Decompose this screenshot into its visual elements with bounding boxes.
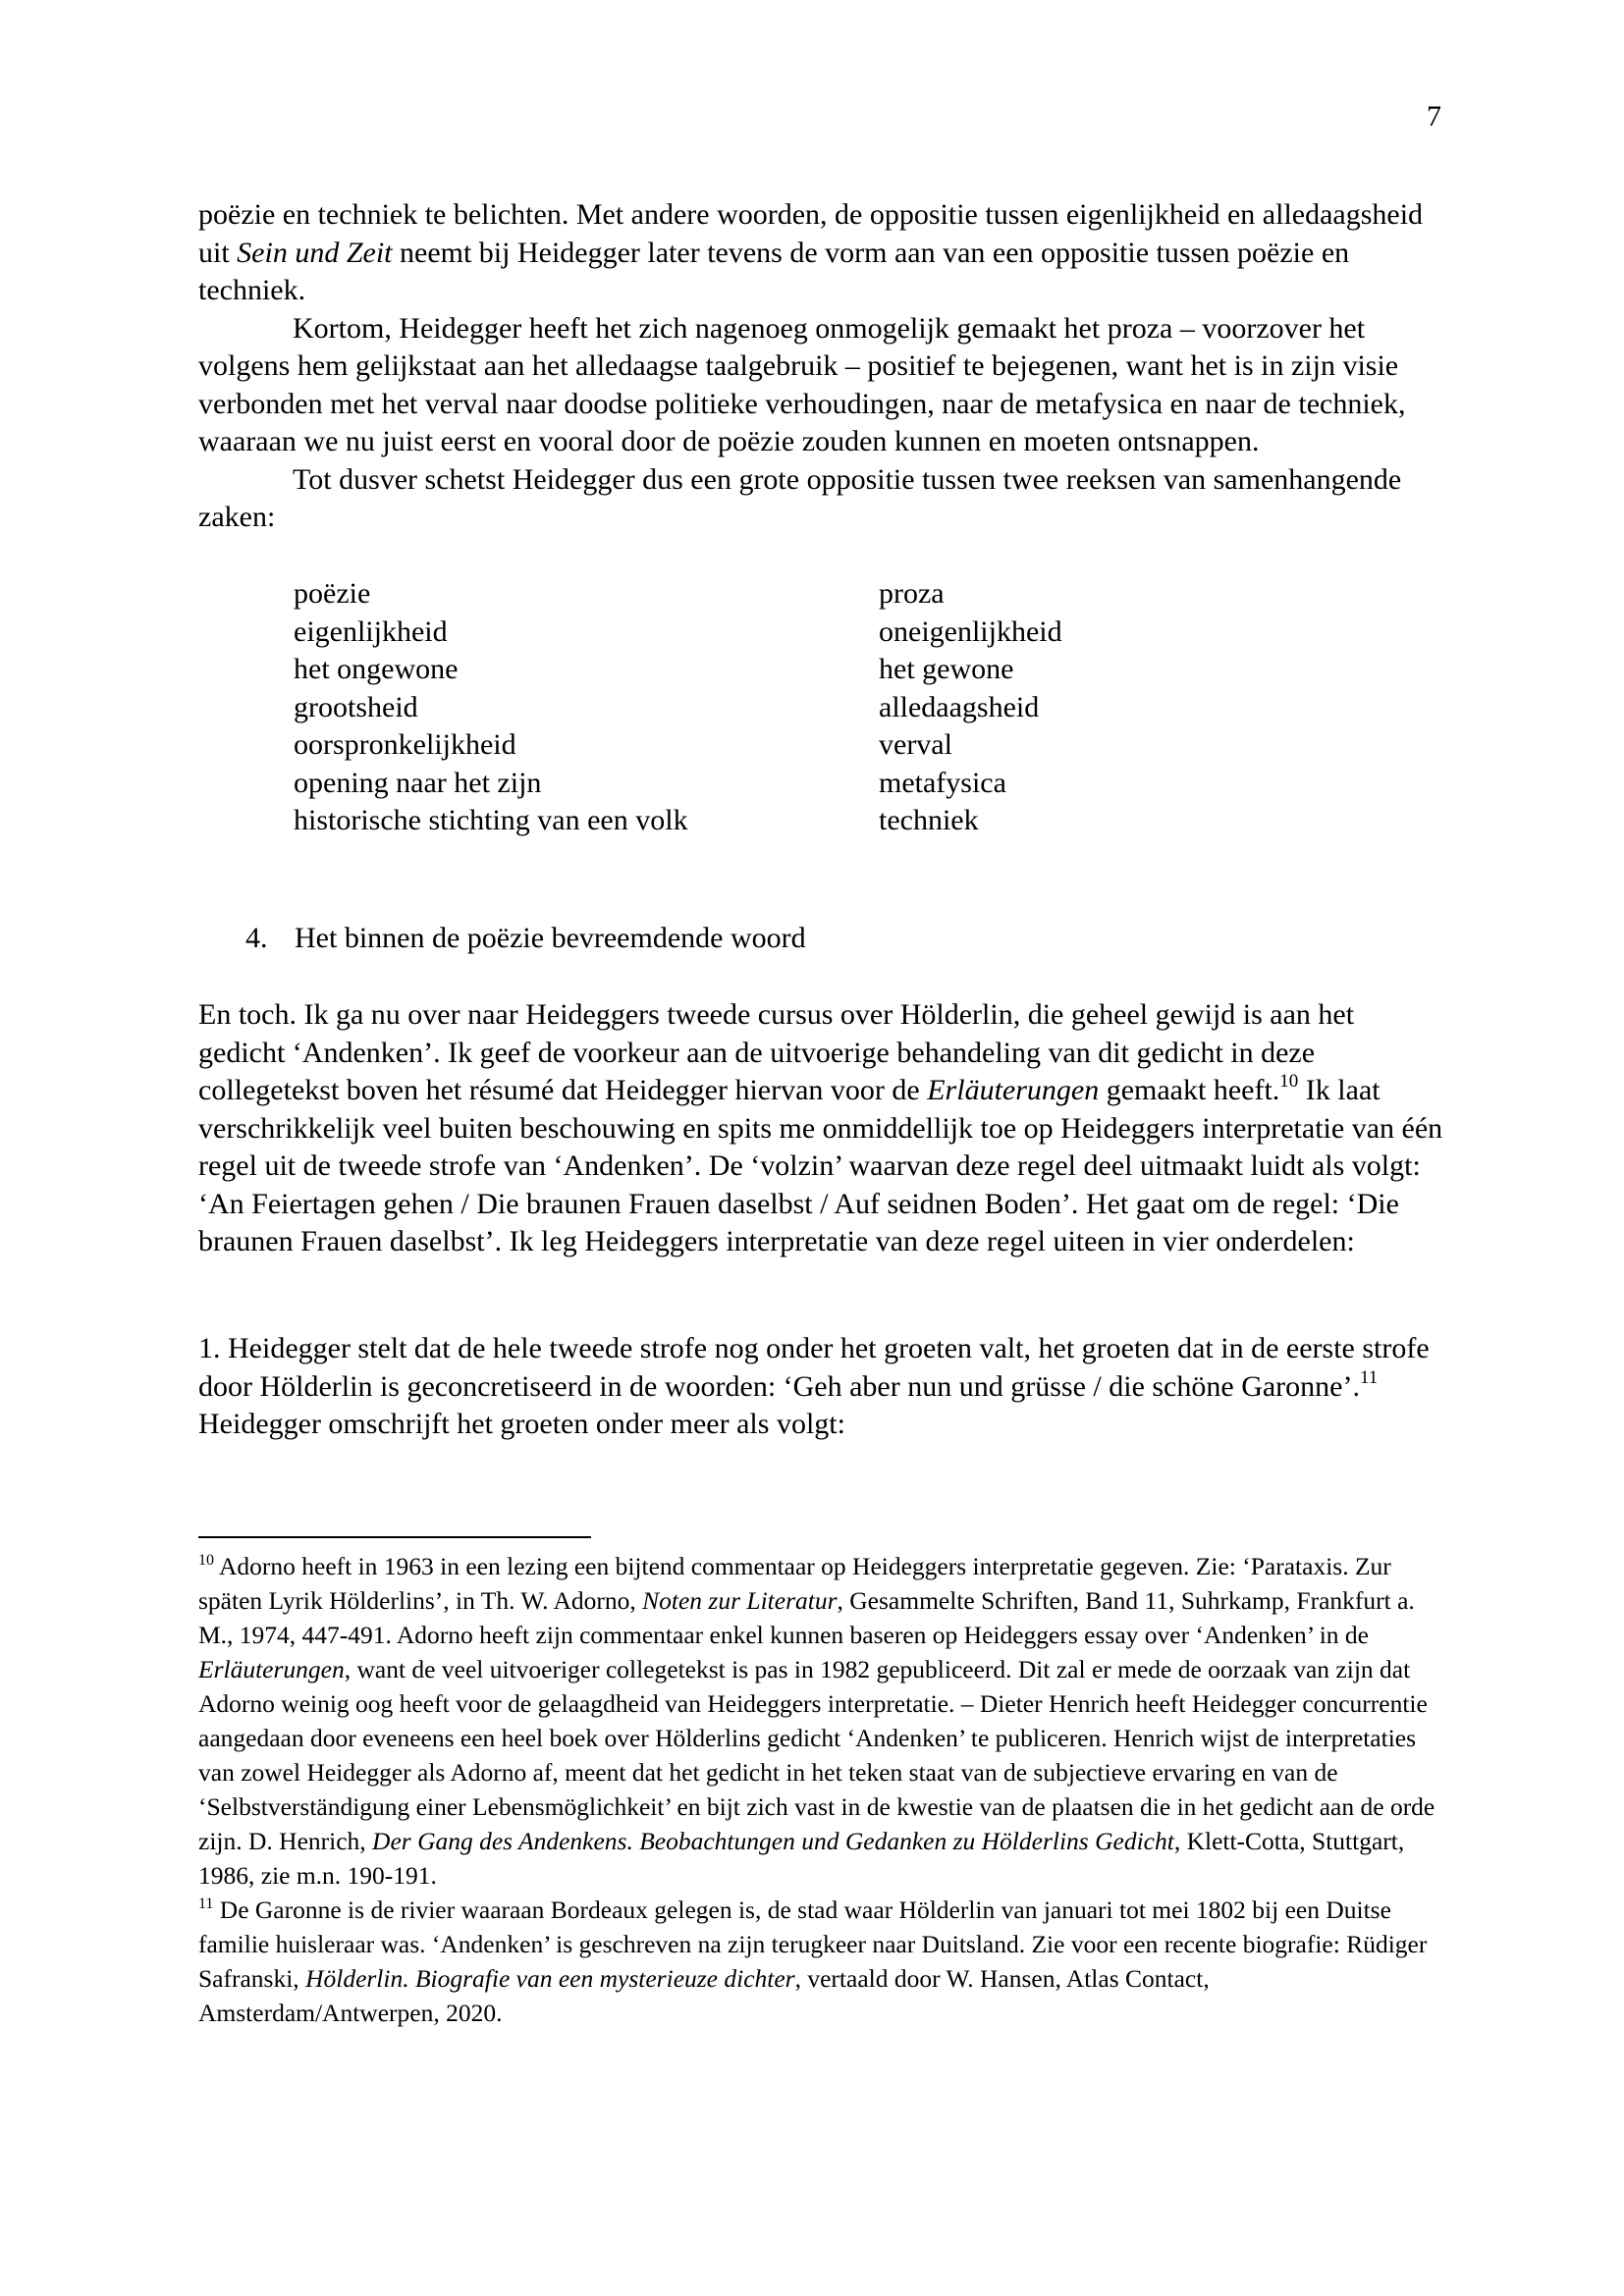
- text-run: Heidegger omschrijft het groeten onder meer als volgt:: [198, 1408, 845, 1440]
- opposition-left: oorspronkelijkheid: [294, 728, 516, 761]
- footnote-separator: [198, 1536, 591, 1538]
- text-run: , vertaald door W. Hansen, Atlas Contact, Amsterdam/Antwerpen, 2020.: [198, 1964, 1210, 2027]
- body-block-opening: [198, 196, 1443, 537]
- footnote-11: [198, 1893, 1443, 2030]
- opposition-right: oneigenlijkheid: [879, 614, 1062, 648]
- text-run: poëzie en techniek te belichten. Met andere woorden, de oppositie tussen eigenlijkheid en alledaagsheid uit: [198, 198, 1424, 269]
- text-run: Adorno heeft in 1963 in een lezing een bijtend commentaar op Heideggers interpretatie gegeven. Zie: ‘Parataxis. Zur späten Lyrik Hölderlins’, in Th. W. Adorno,: [198, 1552, 1391, 1615]
- body-block-point-one: [198, 1330, 1443, 1444]
- opposition-right: alledaagsheid: [879, 690, 1040, 723]
- paragraph-kortom: Kortom, Heidegger heeft het zich nagenoeg onmogelijk gemaakt het proza – voorzover het volgens hem gelijkstaat aan het alledaagse taalgebruik – positief te bejegenen, want het is in zijn visie verbonden met het verval naar doodse politieke verhoudingen, naar de metafysica en naar de techniek, waaraan we nu juist eerst en vooral door de poëzie zouden kunnen en moeten ontsnappen.: [198, 311, 1406, 457]
- opposition-left: eigenlijkheid: [294, 614, 448, 648]
- paragraph-point-one: [198, 1330, 1443, 1444]
- opposition-row: [294, 689, 1272, 727]
- title-erlaeuterungen: Erläuterungen: [927, 1074, 1100, 1106]
- opposition-row: [294, 614, 1272, 652]
- footnote-number: 10: [198, 1551, 214, 1569]
- section-heading: [245, 920, 806, 957]
- footnotes: [198, 1549, 1443, 2030]
- opposition-row: [294, 726, 1272, 765]
- text-run: 1. Heidegger stelt dat de hele tweede strofe nog onder het groeten valt, het groeten dat in de eerste strofe door Hölderlin is geconcretiseerd in de woorden: ‘Geh aber nun und grüsse / die schöne Garonne’.: [198, 1332, 1430, 1403]
- text-run: Ik laat verschrikkelijk veel buiten beschouwing en spits me onmiddellijk toe op Heideggers interpretatie van één regel uit de tweede strofe van ‘Andenken’. De ‘volzin’ waarvan deze regel deel uitmaakt luidt als volgt: ‘An Feiertagen gehen / Die braunen Frauen daselbst / Auf seidnen Boden’. Het gaat om de regel: ‘Die braunen Frauen daselbst’. Ik leg Heideggers interpretatie van deze regel uiteen in vier onderdelen:: [198, 1074, 1443, 1257]
- body-block-en-toch: [198, 996, 1443, 1261]
- title-sein-und-zeit: Sein und Zeit: [237, 236, 393, 269]
- opposition-right: proza: [879, 577, 945, 610]
- title-der-gang-des-andenkens: Der Gang des Andenkens. Beobachtungen und Gedanken zu Hölderlins Gedicht: [372, 1827, 1174, 1855]
- opposition-row: [294, 802, 1272, 840]
- text-run: , Gesammelte Schriften, Band 11, Suhrkamp, Frankfurt a. M., 1974, 447-491. Adorno heeft zijn commentaar enkel kunnen baseren op Heideggers essay over ‘Andenken’ in de: [198, 1586, 1415, 1649]
- text-run: neemt bij Heidegger later tevens de vorm aan van een oppositie tussen poëzie en techniek.: [198, 236, 1350, 306]
- opposition-left: poëzie: [294, 577, 371, 610]
- opposition-row: [294, 765, 1272, 803]
- footnote-ref-10[interactable]: 10: [1279, 1071, 1299, 1092]
- paragraph-en-toch: [198, 996, 1443, 1261]
- footnote-number: 11: [198, 1895, 214, 1912]
- footnote-ref-11[interactable]: 11: [1359, 1366, 1379, 1388]
- opposition-right: metafysica: [879, 766, 1006, 799]
- text-run: En toch. Ik ga nu over naar Heideggers tweede cursus over Hölderlin, die geheel gewijd is aan het gedicht ‘Andenken’. Ik geef de voorkeur aan de uitvoerige behandeling van dit gedicht in deze collegetekst boven het résumé dat Heidegger hiervan voor de: [198, 998, 1355, 1106]
- section-title: Het binnen de poëzie bevreemdende woord: [295, 922, 806, 954]
- text-run: gemaakt heeft.: [1099, 1074, 1280, 1106]
- opposition-right: verval: [879, 728, 952, 761]
- title-noten-zur-literatur: Noten zur Literatur: [642, 1586, 838, 1615]
- opposition-right: techniek: [879, 804, 979, 836]
- opposition-left: het ongewone: [294, 653, 459, 685]
- paragraph-poetry-technique: [198, 196, 1443, 310]
- paragraph-tot-dusver: Tot dusver schetst Heidegger dus een grote oppositie tussen twee reeksen van samenhangende zaken:: [198, 462, 1402, 533]
- opposition-list: [294, 575, 1272, 840]
- opposition-row: [294, 651, 1272, 689]
- title-hoelderlin-biografie: Hölderlin. Biografie van een mysterieuze dichter: [305, 1964, 795, 1993]
- text-run: De Garonne is de rivier waaraan Bordeaux gelegen is, de stad waar Hölderlin van januari tot mei 1802 bij een Duitse familie huisleraar was. ‘Andenken’ is geschreven na zijn terugkeer naar Duitsland. Zie voor een recente biografie: Rüdiger Safranski,: [198, 1896, 1428, 1993]
- page-number: 7: [1427, 100, 1441, 133]
- footnote-10: [198, 1549, 1443, 1893]
- opposition-left: opening naar het zijn: [294, 766, 542, 799]
- opposition-left: historische stichting van een volk: [294, 804, 688, 836]
- text-run: , Klett-Cotta, Stuttgart, 1986, zie m.n. 190-191.: [198, 1827, 1405, 1890]
- opposition-right: het gewone: [879, 653, 1014, 685]
- title-erlaeuterungen: Erläuterungen: [198, 1655, 345, 1683]
- section-number: 4.: [245, 922, 268, 954]
- opposition-left: grootsheid: [294, 690, 418, 723]
- opposition-row: [294, 575, 1272, 614]
- text-run: , want de veel uitvoeriger collegetekst is pas in 1982 gepubliceerd. Dit zal er mede de oorzaak van zijn dat Adorno weinig oog heeft voor de gelaagdheid van Heideggers interpretatie. – Dieter Henrich heeft Heidegger concurrentie aangedaan door eveneens een heel boek over Hölderlins gedicht ‘Andenken’ te publiceren. Henrich wijst de interpretaties van zowel Heidegger als Adorno af, meent dat het gedicht in het teken staat van de subjectieve ervaring en van de ‘Selbstverständigung einer Lebensmöglichkeit’ en bijt zich vast in de kwestie van de plaatsen die in het gedicht aan de orde zijn. D. Henrich,: [198, 1655, 1435, 1855]
